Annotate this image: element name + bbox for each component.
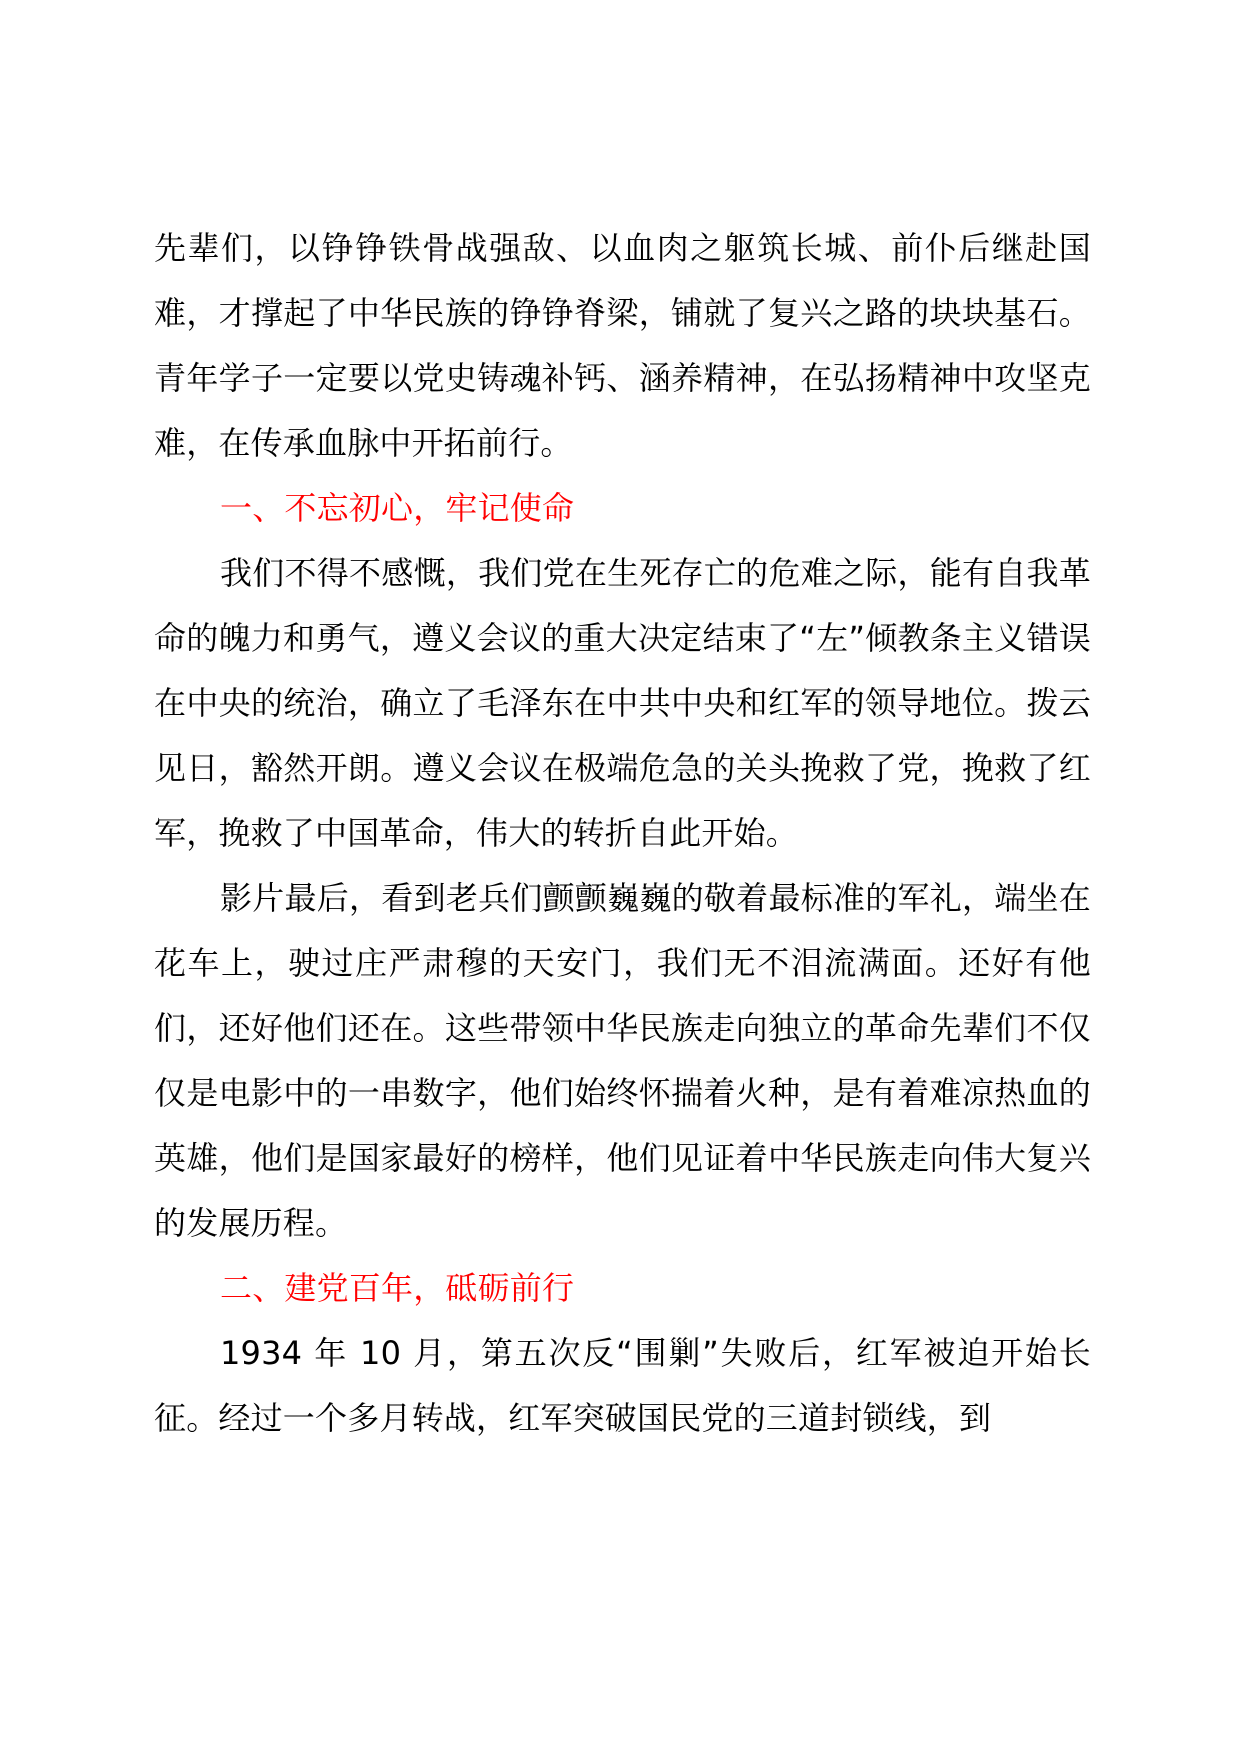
paragraph-4: 1934 年 10 月，第五次反“围剿”失败后，红军被迫开始长征。经过一个多月转战，红军突破国民党的三道封锁线，到 <box>154 1334 1091 1437</box>
paragraph-3: 影片最后，看到老兵们颤颤巍巍的敬着最标准的军礼，端坐在花车上，驶过庄严肃穆的天安门，我们无不泪流满面。还好有他们，还好他们还在。这些带领中华民族走向独立的革命先辈们不仅仅是电影中的一串数字，他们始终怀揣着火种，是有着难凉热血的英雄，他们是国家最好的榜样，他们见证着中华民族走向伟大复兴的发展历程。 <box>154 879 1091 1242</box>
section-heading-1: 一、不忘初心，牢记使命 <box>220 489 575 527</box>
document-body <box>154 216 1091 1451</box>
paragraph-1: 先辈们，以铮铮铁骨战强敌、以血肉之躯筑长城、前仆后继赴国难，才撑起了中华民族的铮铮脊梁，铺就了复兴之路的块块基石。青年学子一定要以党史铸魂补钙、涵养精神，在弘扬精神中攻坚克难，在传承血脉中开拓前行。 <box>154 229 1091 462</box>
section-heading-2: 二、建党百年，砥砺前行 <box>220 1269 575 1307</box>
paragraph-2: 我们不得不感慨，我们党在生死存亡的危难之际，能有自我革命的魄力和勇气，遵义会议的重大决定结束了“左”倾教条主义错误在中央的统治，确立了毛泽东在中共中央和红军的领导地位。拨云见日，豁然开朗。遵义会议在极端危急的关头挽救了党，挽救了红军，挽救了中国革命，伟大的转折自此开始。 <box>154 554 1091 852</box>
